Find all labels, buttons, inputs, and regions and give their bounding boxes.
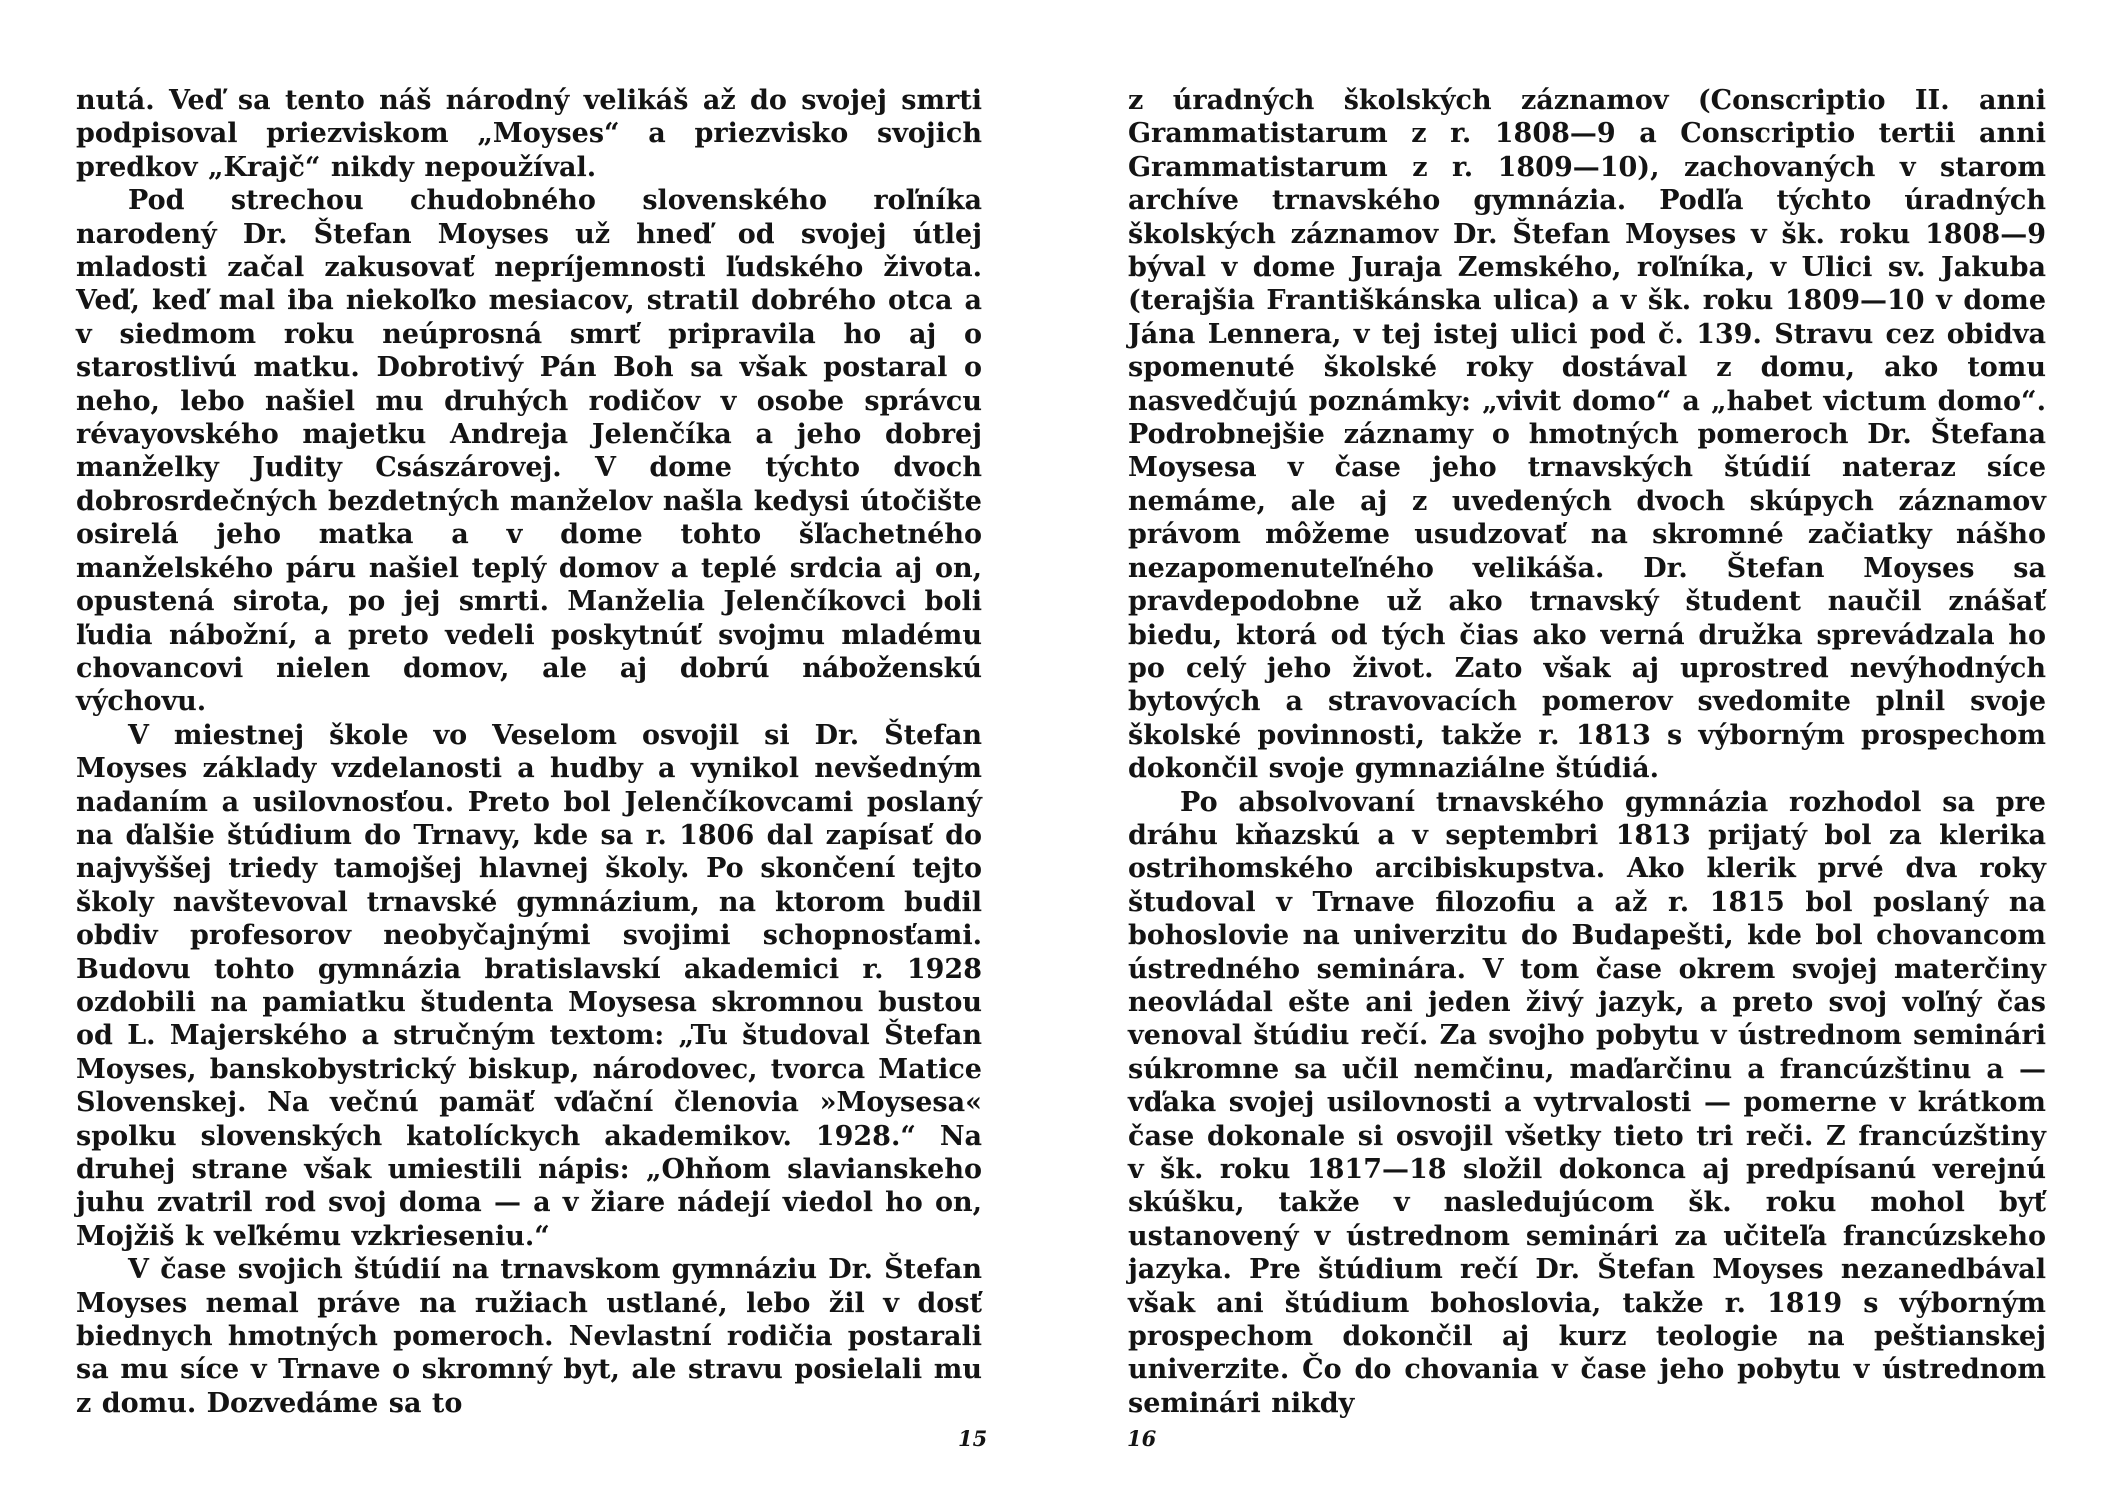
- page-number-left: 15: [958, 1426, 988, 1451]
- paragraph: Pod strechou chudobného slovenského roľníka narodený Dr. Štefan Moyses už hneď od svojej útlej mladosti začal zakusovať nepríjemnosti ľudského života. Veď, keď mal iba niekoľko mesiacov, stratil dobrého otca a v siedmom roku neúprosná smrť pripravila ho aj o starostlivú matku. Dobrotivý Pán Boh sa však postaral o neho, lebo našiel mu druhých rodičov v osobe správcu révayovského majetku Andreja Jelenčíka a jeho dobrej manželky Judity Császárovej. V dome týchto dvoch dobrosrdečných bezdetných manželov našla kedysi útočište osirelá jeho matka a v dome tohto šľachetného manželského páru našiel teplý domov a teplé srdcia aj on, opustená sirota, po jej smrti. Manželia Jelenčíkovci boli ľudia nábožní, a preto vedeli poskytnúť svojmu mladému chovancovi nielen domov, ale aj dobrú náboženskú výchovu.: [76, 185, 982, 718]
- paragraph: z úradných školských záznamov (Conscriptio II. anni Grammatistarum z r. 1808—9 a Conscriptio tertii anni Grammatistarum z r. 1809—10), zachovaných v starom archíve trnavského gymnázia. Podľa týchto úradných školských záznamov Dr. Štefan Moyses v šk. roku 1808—9 býval v dome Juraja Zemského, roľníka, v Ulici sv. Jakuba (terajšia Františkánska ulica) a v šk. roku 1809—10 v dome Jána Lennera, v tej istej ulici pod č. 139. Stravu cez obidva spomenuté školské roky dostával z domu, ako tomu nasvedčujú poznámky: „vivit domo“ a „habet victum domo“. Podrobnejšie záznamy o hmotných pomeroch Dr. Štefana Moysesa v čase jeho trnavských štúdií nateraz síce nemáme, ale aj z uvedených dvoch skúpych záznamov právom môžeme usudzovať na skromné začiatky nášho nezapomenuteľného velikáša. Dr. Štefan Moyses sa pravdepodobne už ako trnavský študent naučil znášať biedu, ktorá od tých čias ako verná družka sprevádzala ho po celý jeho život. Zato však aj uprostred nevýhodných bytových a stravovacích pomerov svedomite plnil svoje školské povinnosti, takže r. 1813 s výborným prospechom dokončil svoje gymnaziálne štúdiá.: [1128, 85, 2046, 785]
- paragraph: V čase svojich štúdií na trnavskom gymnáziu Dr. Štefan Moyses nemal práve na ružiach ustlané, lebo žil v dosť biednych hmotných pomeroch. Nevlastní rodičia postarali sa mu síce v Trnave o skromný byt, ale stravu posielali mu z domu. Dozvedáme sa to: [76, 1254, 982, 1419]
- left-page-text: [76, 84, 982, 1420]
- right-page-text: [1128, 84, 2046, 1420]
- paragraph: V miestnej škole vo Veselom osvojil si Dr. Štefan Moyses základy vzdelanosti a hudby a vynikol nevšedným nadaním a usilovnosťou. Preto bol Jelenčíkovcami poslaný na ďalšie štúdium do Trnavy, kde sa r. 1806 dal zapísať do najvyššej triedy tamojšej hlavnej školy. Po skončení tejto školy navštevoval trnavské gymnázium, na ktorom budil obdiv profesorov neobyčajnými svojimi schopnosťami. Budovu tohto gymnázia bratislavskí akademici r. 1928 ozdobili na pamiatku študenta Moysesa skromnou bustou od L. Majerského a stručným textom: „Tu študoval Štefan Moyses, banskobystrický biskup, národovec, tvorca Matice Slovenskej. Na večnú pamäť vďační členovia »Moysesa« spolku slovenských katolíckych akademikov. 1928.“ Na druhej strane však umiestili nápis: „Ohňom slavianskeho juhu zvatril rod svoj doma — a v žiare nádejí viedol ho on, Mojžiš k veľkému vzkrieseniu.“: [76, 719, 982, 1252]
- paragraph: nutá. Veď sa tento náš národný velikáš až do svojej smrti podpisoval priezviskom „Moyses“ a priezvisko svojich predkov „Krajč“ nikdy nepoužíval.: [76, 85, 982, 183]
- paragraph: Po absolvovaní trnavského gymnázia rozhodol sa pre dráhu kňazskú a v septembri 1813 prijatý bol za klerika ostrihomského arcibiskupstva. Ako klerik prvé dva roky študoval v Trnave filozofiu a až r. 1815 bol poslaný na bohoslovie na univerzitu do Budapešti, kde bol chovancom ústredného seminára. V tom čase okrem svojej materčiny neovládal ešte ani jeden živý jazyk, a preto svoj voľný čas venoval štúdiu rečí. Za svojho pobytu v ústrednom seminári súkromne sa učil nemčinu, maďarčinu a francúzštinu a — vďaka svojej usilovnosti a vytrvalosti — pomerne v krátkom čase dokonale si osvojil všetky tieto tri reči. Z francúzštiny v šk. roku 1817—18 složil dokonca aj predpísanú verejnú skúšku, takže v nasledujúcom šk. roku mohol byť ustanovený v ústrednom seminári za učiteľa francúzskeho jazyka. Pre štúdium rečí Dr. Štefan Moyses nezanedbával však ani štúdium bohoslovia, takže r. 1819 s výborným prospechom dokončil aj kurz teologie na peštianskej univerzite. Čo do chovania v čase jeho pobytu v ústrednom seminári nikdy: [1128, 786, 2046, 1419]
- right-page: [1060, 0, 2106, 1500]
- page-number-right: 16: [1127, 1426, 1157, 1451]
